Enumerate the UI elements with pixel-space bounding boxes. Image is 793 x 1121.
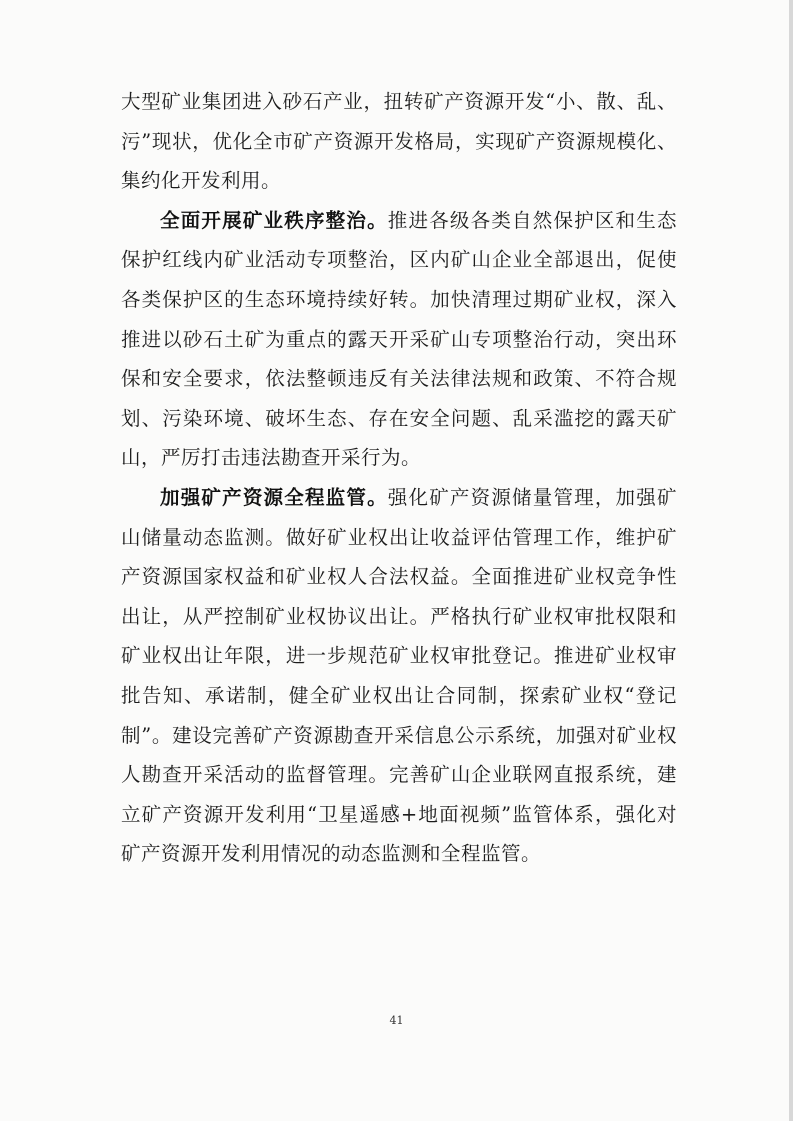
paragraph-text: 推进各级各类自然保护区和生态保护红线内矿业活动专项整治，区内矿山企业全部退出，促使各类保护区的生态环境持续好转。加快清理过期矿业权，深入推进以砂石土矿为重点的露天开采矿山专项整治行动，突出环保和安全要求，依法整顿违反有关法律法规和政策、不符合规划、污染环境、破坏生态、存在安全问题、乱采滥挖的露天矿山，严厉打击违法勘查开采行为。	[121, 208, 677, 470]
paragraph-supervision	[121, 478, 677, 874]
paragraph-heading: 加强矿产资源全程监管。	[160, 485, 388, 509]
paragraph-mining-order	[121, 201, 677, 478]
paragraph-continuation	[121, 82, 677, 201]
paragraph-text: 大型矿业集团进入砂石产业，扭转矿产资源开发“小、散、乱、污”现状，优化全市矿产资源开发格局，实现矿产资源规模化、集约化开发利用。	[121, 90, 677, 193]
page-number: 41	[389, 1014, 404, 1027]
scan-edge-divider	[789, 0, 793, 1121]
paragraph-heading: 全面开展矿业秩序整治。	[160, 208, 388, 232]
document-body	[121, 82, 677, 874]
paragraph-text: 强化矿产资源储量管理，加强矿山储量动态监测。做好矿业权出让收益评估管理工作，维护矿产资源国家权益和矿业权人合法权益。全面推进矿业权竞争性出让，从严控制矿业权协议出让。严格执行矿业权审批权限和矿业权出让年限，进一步规范矿业权审批登记。推进矿业权审批告知、承诺制，健全矿业权出让合同制，探索矿业权“登记制”。建设完善矿产资源勘查开采信息公示系统，加强对矿业权人勘查开采活动的监督管理。完善矿山企业联网直报系统，建立矿产资源开发利用“卫星遥感+地面视频”监管体系，强化对矿产资源开发利用情况的动态监测和全程监管。	[121, 485, 677, 866]
